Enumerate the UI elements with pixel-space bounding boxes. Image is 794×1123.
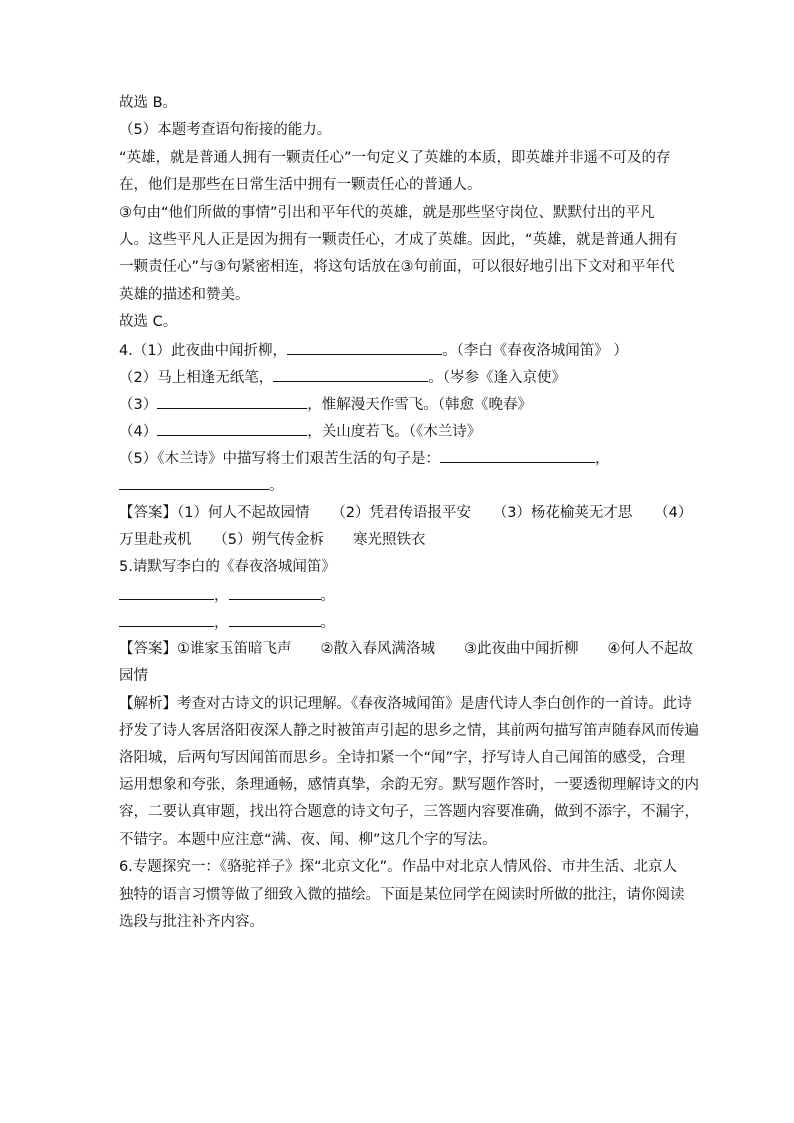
text-segment: 。	[269, 478, 284, 494]
text-line: 英雄的描述和赞美。	[119, 287, 250, 303]
answer-blank[interactable]	[287, 336, 442, 355]
text-line: 人。这些平凡人正是因为拥有一颗责任心，才成了英雄。因此，“英雄，就是普通人拥有	[119, 232, 678, 248]
text-segment: ，	[594, 451, 610, 467]
analysis-line: 抒发了诗人客居洛阳夜深人静之时被笛声引起的思乡之情，其前两句描写笛声随春风而传遍	[119, 723, 699, 739]
answer-blank[interactable]	[273, 363, 428, 382]
text-line: 在，他们是那些在日常生活中拥有一颗责任心的普通人。	[119, 177, 482, 193]
answer-blank[interactable]	[229, 608, 321, 627]
text-line: 一颗责任心”与③句紧密相连，将这句话放在③句前面，可以很好地引出下文对和平年代	[119, 259, 675, 275]
text-segment: （2）马上相逢无纸笔，	[119, 370, 274, 386]
text-line: （5）本题考查语句衔接的能力。	[119, 122, 332, 138]
analysis-line: 不错字。本题中应注意“满、夜、闻、柳”这几个字的写法。	[119, 832, 497, 848]
text-segment: 。（李白《春夜洛城闻笛》 ）	[442, 343, 628, 359]
analysis-line: 运用想象和夸张，条理通畅，感情真挚，余韵无穷。默写题作答时，一要透彻理解诗文的内	[119, 777, 699, 793]
text-line: 故选 B。	[119, 95, 178, 111]
question-5-line-1	[119, 581, 335, 608]
analysis-line: 洛阳城，后两句写因闻笛而思乡。全诗扣紧一个“闻”字，抒写诗人自己闻笛的感受，合理	[119, 750, 686, 766]
text-segment: 4.（1）此夜曲中闻折柳，	[119, 343, 288, 359]
text-segment: （3）	[119, 397, 158, 413]
analysis-line: 容，二要认真审题，找出符合题意的诗文句子，三答题内容要准确，做到不添字，不漏字，	[119, 804, 699, 820]
text-line: 故选 C。	[119, 314, 178, 330]
text-segment: 。	[320, 588, 335, 604]
answer-blank[interactable]	[157, 417, 307, 436]
text-line: ③句由“他们所做的事情”引出和平年代的英雄，就是那些坚守岗位、默默付出的平凡	[119, 205, 655, 221]
text-segment: ，	[214, 588, 229, 604]
question-4-line-1	[119, 336, 628, 363]
question-4-line-4	[119, 417, 481, 444]
question-4-line-2	[119, 363, 566, 390]
question-4-line-3	[119, 390, 532, 417]
text-segment: 。	[320, 615, 335, 631]
text-line: 6.专题探究一：《骆驼祥子》探“北京文化”。作品中对北京人情风俗、市井生活、北京人	[119, 859, 678, 875]
answer-blank[interactable]	[440, 444, 595, 463]
analysis-line: 【解析】考查对古诗文的识记理解。《春夜洛城闻笛》是唐代诗人李白创作的一首诗。此诗	[119, 696, 692, 712]
answer-blank[interactable]	[157, 390, 307, 409]
question-5-line-2	[119, 608, 335, 635]
answer-line: 园情	[119, 668, 148, 684]
answer-line: 【答案】①谁家玉笛暗飞声 ②散入春风满洛城 ③此夜曲中闻折柳 ④何人不起故	[119, 641, 693, 657]
text-line: 独特的语言习惯等做了细致入微的描绘。下面是某位同学在阅读时所做的批注，请你阅读	[119, 887, 685, 903]
question-4-line-6	[119, 471, 284, 498]
answer-line: 万里赴戎机 （5）朔气传金柝 寒光照铁衣	[119, 532, 426, 548]
answer-blank[interactable]	[229, 581, 321, 600]
text-segment: （5）《木兰诗》中描写将士们艰苦生活的句子是：	[119, 451, 440, 467]
answer-blank[interactable]	[119, 471, 269, 490]
answer-line: 【答案】（1）何人不起故园情 （2）凭君传语报平安 （3）杨花榆荚无才思 （4）	[119, 505, 693, 521]
text-segment: 。（岑参《逢入京使》	[428, 370, 566, 386]
text-segment: （4）	[119, 424, 158, 440]
text-line: 选段与批注补齐内容。	[119, 914, 264, 930]
text-segment: ，关山度若飞。（《木兰诗》	[307, 424, 482, 440]
text-line: “英雄，就是普通人拥有一颗责任心”一句定义了英雄的本质，即英雄并非遥不可及的存	[119, 150, 671, 166]
text-line: 5.请默写李白的《春夜洛城闻笛》	[119, 559, 336, 575]
answer-blank[interactable]	[119, 608, 214, 627]
text-segment: ，	[214, 615, 229, 631]
text-segment: ，惟解漫天作雪飞。（韩愈《晚春》	[307, 397, 532, 413]
answer-blank[interactable]	[119, 581, 214, 600]
question-4-line-5	[119, 444, 609, 471]
